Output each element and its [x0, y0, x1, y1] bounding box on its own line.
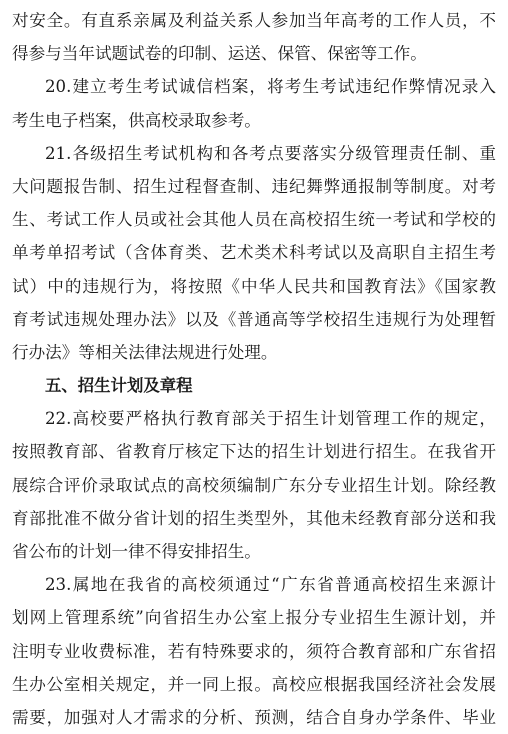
text-line: 单考单招考试（含体育类、艺术类术科考试以及高职自主招生考: [12, 243, 496, 263]
text-line: 对安全。有直系亲属及利益关系人参加当年高考的工作人员，不: [12, 11, 496, 30]
document-page: [12, 4, 496, 734]
text-line: 试）中的违规行为，将按照《中华人民共和国教育法》《国家教: [12, 276, 496, 296]
text-line: 注明专业收费标准，若有特殊要求的，须符合教育部和广东省招: [12, 641, 496, 661]
text-line: 按照教育部、省教育厅核定下达的招生计划进行招生。在我省开: [12, 442, 496, 462]
text-line: 得参与当年试题试卷的印制、运送、保管、保密等工作。: [12, 44, 427, 64]
text-line: 划网上管理系统”向省招生办公室上报分专业招生生源计划，并: [12, 608, 496, 628]
text-line: 生、考试工作人员或社会其他人员在高校招生统一考试和学校的: [12, 210, 496, 230]
text-line: 需要，加强对人才需求的分析、预测，结合自身办学条件、毕业: [12, 707, 496, 727]
section-heading: [12, 369, 496, 402]
paragraph-23: [12, 568, 496, 734]
text-line: 生办公室相关规定，并一同上报。高校应根据我国经济社会发展: [12, 674, 496, 694]
text-line: 21.各级招生考试机构和各考点要落实分级管理责任制、重: [45, 143, 496, 163]
text-line: 20.建立考生考试诚信档案，将考生考试违纪作弊情况录入: [45, 77, 496, 97]
paragraph-20: [12, 70, 496, 136]
paragraph-22: [12, 402, 496, 568]
text-line: 省公布的计划一律不得安排招生。: [12, 542, 261, 561]
text-line: 展综合评价录取试点的高校须编制广东分专业招生计划。除经教: [12, 475, 496, 495]
text-line: 大问题报告制、招生过程督查制、违纪舞弊通报制等制度。对考: [12, 176, 496, 196]
text-line: 育部批准不做分省计划的招生类型外，其他未经教育部分送和我: [12, 508, 496, 528]
section-title: 五、招生计划及章程: [45, 376, 193, 396]
text-line: 行办法》等相关法律法规进行处理。: [12, 342, 278, 362]
text-line: 23.属地在我省的高校须通过“广东省普通高校招生来源计: [45, 575, 496, 595]
text-line: 考生电子档案，供高校录取参考。: [12, 110, 261, 130]
paragraph-21: [12, 137, 496, 369]
text-line: 22.高校要严格执行教育部关于招生计划管理工作的规定，: [45, 409, 496, 429]
text-line: 育考试违规处理办法》以及《普通高等学校招生违规行为处理暂: [12, 309, 496, 329]
paragraph-19-continuation: [12, 4, 496, 70]
